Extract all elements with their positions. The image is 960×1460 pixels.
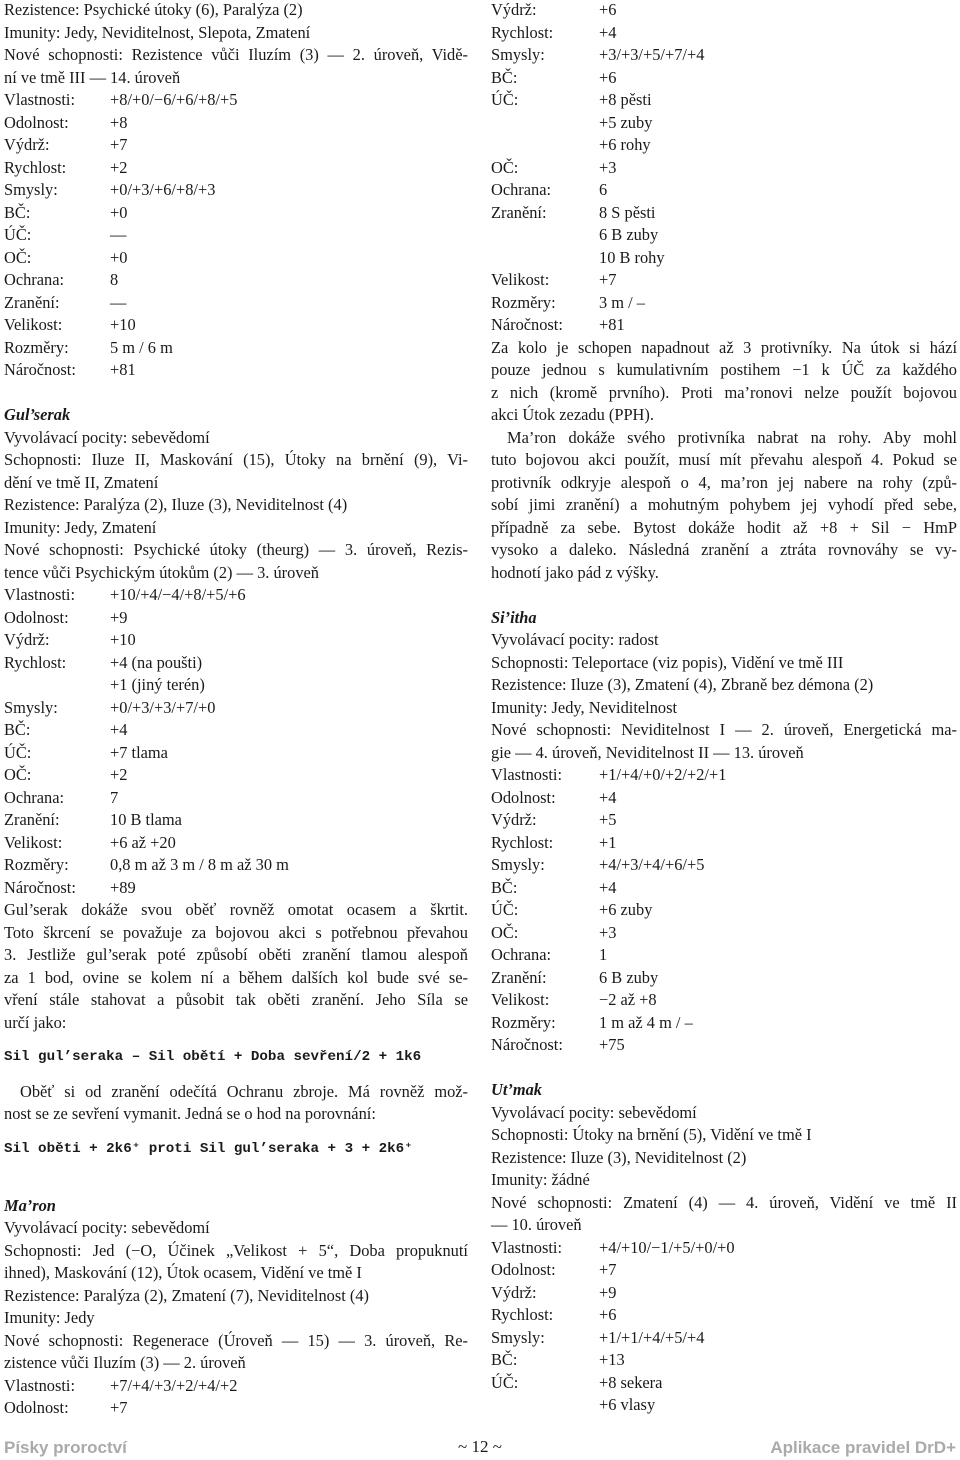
stat-label: Výdrž:	[491, 0, 537, 19]
stat-row	[4, 157, 468, 180]
stat-value: +9	[599, 1282, 617, 1302]
stat-label: Výdrž:	[4, 630, 50, 649]
stat-label: BČ:	[491, 1350, 518, 1369]
stat-value: +6	[599, 0, 617, 19]
stat-label: Ochrana:	[491, 945, 552, 964]
stat-label	[491, 1394, 599, 1417]
stat-value: 6	[599, 180, 608, 199]
stat-label: Rozměry:	[491, 292, 556, 312]
stat-value: 10 B tlama	[110, 810, 182, 829]
text-line: Gul’serak dokáže svou oběť rovněž omotat ocasem a škrtit.	[4, 900, 468, 919]
stat-label: Velikost:	[491, 270, 550, 289]
stat-label: ÚČ:	[491, 1372, 519, 1392]
stat-label: Výdrž:	[4, 135, 50, 154]
stat-label: Rychlost:	[4, 652, 67, 672]
stat-label: ÚČ:	[491, 90, 519, 109]
footer-series-title: Aplikace pravidel DrD+	[770, 1438, 956, 1457]
text-line: Vyvolávací pocity: sebevědomí	[4, 427, 210, 447]
stat-row	[4, 179, 468, 202]
stat-row	[491, 989, 957, 1012]
stat-row	[491, 832, 957, 855]
stat-label: OČ:	[491, 922, 519, 942]
stat-label: Velikost:	[491, 990, 550, 1009]
stat-value: +10	[110, 315, 136, 334]
stat-label: Rychlost:	[4, 157, 67, 177]
stat-value: +4	[599, 787, 617, 807]
text-line: určí jako:	[4, 1012, 67, 1032]
stat-row	[4, 652, 468, 675]
stat-row	[4, 832, 468, 855]
stat-row	[491, 1372, 957, 1395]
stat-label: BČ:	[4, 720, 31, 739]
stat-label: Odolnost:	[4, 1398, 69, 1417]
stat-label: BČ:	[491, 67, 518, 87]
stat-label: Výdrž:	[491, 1282, 537, 1302]
text-line: — 10. úroveň	[491, 1215, 582, 1234]
text-line: Nové schopnosti: Rezistence vůči Iluzím (3) — 2. úroveň, Vidě-	[4, 45, 468, 64]
stat-row	[491, 89, 957, 112]
stat-label: Vlastnosti:	[491, 765, 563, 784]
stat-value: +1 (jiný terén)	[110, 675, 205, 694]
text-line: Nové schopnosti: Zmatení (4) — 4. úroveň, Vidění ve tmě II	[491, 1192, 957, 1212]
text-line: Toto škrcení se považuje za bojovou akci s potřebnou převahou	[4, 922, 468, 942]
stat-value: —	[110, 292, 127, 312]
stat-value: +6 až +20	[110, 832, 176, 852]
text-line: Schopnosti: Jed (−O, Účinek „Velikost + 5“, Doba propuknutí	[4, 1240, 468, 1260]
creature-name: Si’itha	[491, 607, 537, 627]
stat-label	[491, 247, 599, 270]
stat-row	[4, 787, 468, 810]
stat-row	[4, 89, 468, 112]
stat-value: +3/+3/+5/+7/+4	[599, 45, 705, 64]
stat-row	[491, 314, 957, 337]
stat-label: Náročnost:	[4, 360, 76, 379]
stat-label: Velikost:	[4, 832, 63, 852]
stat-label	[491, 112, 599, 135]
stat-value: +7	[599, 1260, 617, 1279]
page-number: ~ 12 ~	[458, 1437, 502, 1456]
text-line: vysoko a daleko. Následná zranění a ztráta rovnováhy se vy-	[491, 540, 957, 559]
stat-row	[491, 157, 957, 180]
text-line: Ma’ron dokáže svého protivníka nabrat na rohy. Aby mohl	[507, 427, 957, 447]
stat-value: +75	[599, 1035, 625, 1054]
stat-value: +8 sekera	[599, 1372, 663, 1392]
stat-label: Rychlost:	[491, 1305, 554, 1324]
stat-value: +7	[110, 135, 128, 154]
stat-row	[491, 112, 957, 135]
stat-label	[491, 134, 599, 157]
stat-label: OČ:	[4, 247, 32, 267]
stat-label: Vlastnosti:	[4, 585, 76, 604]
stat-value: +10/+4/−4/+8/+5/+6	[110, 585, 246, 604]
stat-label: Rozměry:	[4, 855, 69, 874]
text-line: akci Útok zezadu (PPH).	[491, 405, 654, 424]
stat-value: +9	[110, 607, 128, 627]
stat-label: Odolnost:	[4, 607, 69, 627]
stat-row	[4, 224, 468, 247]
stat-value: +0/+3/+3/+7/+0	[110, 697, 216, 717]
stat-label: Zranění:	[4, 292, 60, 312]
stat-label: ÚČ:	[4, 225, 32, 244]
stat-row	[4, 112, 468, 135]
text-line: Schopnosti: Iluze II, Maskování (15), Útoky na brnění (9), Vi-	[4, 450, 468, 469]
stat-row	[491, 877, 957, 900]
stat-row	[491, 1349, 957, 1372]
spacer	[491, 1057, 957, 1080]
stat-label: OČ:	[491, 157, 519, 177]
stat-value: +8/+0/−6/+6/+8/+5	[110, 90, 238, 109]
stat-value: +4/+3/+4/+6/+5	[599, 855, 705, 874]
stat-value: +6 zuby	[599, 900, 653, 919]
stat-row	[4, 584, 468, 607]
stat-value: +6 vlasy	[599, 1395, 656, 1414]
stat-row	[4, 697, 468, 720]
text-line: z nich (kromě prvního). Proti ma’ronovi nelze použít bojovou	[491, 382, 957, 402]
stat-label: Rychlost:	[491, 22, 554, 42]
stat-row	[491, 899, 957, 922]
stat-label: Zranění:	[4, 810, 60, 829]
text-line: Vyvolávací pocity: sebevědomí	[4, 1218, 210, 1237]
text-line: Vyvolávací pocity: sebevědomí	[491, 1102, 697, 1122]
stat-value: +7	[110, 1398, 128, 1417]
stat-row	[491, 1012, 957, 1035]
text-line: Schopnosti: Teleportace (viz popis), Vidění ve tmě III	[491, 652, 844, 672]
stat-row	[4, 607, 468, 630]
stat-row	[4, 247, 468, 270]
stat-label: Odolnost:	[491, 1260, 556, 1279]
text-line: Oběť si od zranění odečítá Ochranu zbroje. Má rovněž mož-	[20, 1081, 468, 1101]
stat-value: +0/+3/+6/+8/+3	[110, 180, 216, 199]
text-line: nost se ze sevření vymanit. Jedná se o hod na porovnání:	[4, 1104, 376, 1123]
stat-value: +2	[110, 765, 128, 784]
stat-row	[491, 854, 957, 877]
stat-label: Vlastnosti:	[4, 1375, 76, 1395]
stat-row	[4, 674, 468, 697]
stat-row	[4, 719, 468, 742]
spacer	[4, 1172, 468, 1195]
stat-row	[4, 629, 468, 652]
text-line: Imunity: Jedy	[4, 1308, 95, 1327]
spacer	[4, 1034, 468, 1046]
stat-row	[4, 134, 468, 157]
stat-value: 7	[110, 787, 119, 807]
stat-row	[491, 224, 957, 247]
text-line: Imunity: Jedy, Neviditelnost	[491, 697, 678, 717]
stat-label: Rozměry:	[4, 337, 69, 357]
stat-row	[4, 1397, 468, 1420]
stat-row	[491, 967, 957, 990]
stat-value: 3 m / –	[599, 292, 645, 312]
text-line: hodnotí jako pád z výšky.	[491, 562, 659, 582]
spacer	[4, 1126, 468, 1138]
stat-row	[4, 877, 468, 900]
creature-name: Ma’ron	[4, 1195, 56, 1215]
text-line: Rezistence: Iluze (3), Zmatení (4), Zbraně bez démona (2)	[491, 675, 874, 694]
stat-value: +6 rohy	[599, 135, 651, 154]
right-column	[491, 0, 957, 1417]
stat-row	[491, 134, 957, 157]
stat-value: +8 pěsti	[599, 90, 652, 109]
stat-value: +4	[599, 877, 617, 897]
text-line: za 1 bod, ovine se kolem ní a během dalších kol bude své se-	[4, 967, 468, 987]
stat-row	[4, 809, 468, 832]
stat-label: BČ:	[491, 877, 518, 897]
stat-row	[491, 1304, 957, 1327]
stat-row	[491, 1282, 957, 1305]
stat-row	[491, 22, 957, 45]
stat-value: 8 S pěsti	[599, 202, 656, 222]
text-line: Rezistence: Psychické útoky (6), Paralýza (2)	[4, 0, 303, 19]
stat-value: +81	[599, 315, 625, 334]
left-column	[4, 0, 468, 1420]
stat-label: Náročnost:	[491, 1035, 563, 1054]
stat-row	[491, 179, 957, 202]
stat-label	[4, 674, 110, 697]
stat-row	[491, 1259, 957, 1282]
stat-value: 8	[110, 270, 119, 289]
stat-value: +0	[110, 202, 128, 222]
stat-row	[491, 809, 957, 832]
stat-row	[491, 787, 957, 810]
stat-label: Zranění:	[491, 967, 547, 987]
stat-label: Smysly:	[491, 1327, 545, 1347]
stat-label: Smysly:	[4, 697, 58, 717]
stat-value: +4 (na poušti)	[110, 652, 203, 672]
stat-value: +4	[599, 22, 617, 42]
stat-value: 1 m až 4 m / –	[599, 1012, 693, 1032]
spacer	[4, 1160, 468, 1172]
stat-row	[4, 269, 468, 292]
stat-label: Náročnost:	[4, 877, 76, 897]
stat-row	[4, 292, 468, 315]
stat-row	[4, 854, 468, 877]
stat-value: +0	[110, 247, 128, 267]
stat-row	[491, 922, 957, 945]
text-line: sobí jimi zranění) a mohutným pohybem jej vyhodí před sebe,	[491, 495, 957, 514]
spacer	[4, 382, 468, 405]
text-line: Za kolo je schopen napadnout až 3 protivníky. Na útok si hází	[491, 337, 957, 357]
stat-row	[491, 67, 957, 90]
stat-label: Ochrana:	[4, 787, 65, 807]
stat-value: +1/+4/+0/+2/+2/+1	[599, 765, 727, 784]
spacer	[491, 584, 957, 607]
text-line: gie — 4. úroveň, Neviditelnost II — 13. úroveň	[491, 742, 804, 762]
stat-label: Smysly:	[491, 45, 545, 64]
stat-label: Vlastnosti:	[491, 1237, 563, 1257]
stat-row	[491, 1327, 957, 1350]
stat-value: +3	[599, 157, 617, 177]
stat-value: +5 zuby	[599, 112, 653, 132]
creature-name: Gul’serak	[4, 405, 71, 424]
stat-value: +1/+1/+4/+5/+4	[599, 1327, 705, 1347]
stat-label: BČ:	[4, 202, 31, 222]
stat-label: Vlastnosti:	[4, 90, 76, 109]
spacer	[4, 1069, 468, 1081]
stat-row	[491, 1034, 957, 1057]
text-line: pouze jednou s kumulativním postihem −1 k ÚČ za každého	[491, 360, 957, 379]
stat-value: −2 až +8	[599, 990, 657, 1009]
stat-row	[491, 1394, 957, 1417]
text-line: zistence vůči Iluzím (3) — 2. úroveň	[4, 1353, 246, 1372]
stat-row	[4, 314, 468, 337]
text-line: tence vůči Psychickým útokům (2) — 3. úroveň	[4, 562, 319, 582]
stat-value: +7/+4/+3/+2/+4/+2	[110, 1375, 238, 1395]
stat-value: +4/+10/−1/+5/+0/+0	[599, 1237, 735, 1257]
stat-row	[4, 359, 468, 382]
stat-value: 6 B zuby	[599, 967, 659, 987]
text-line: Imunity: Jedy, Zmatení	[4, 517, 157, 537]
text-line: Nové schopnosti: Psychické útoky (theurg) — 3. úroveň, Rezis-	[4, 540, 468, 559]
text-line: tuto bojovou akci použít, musí mít převahu alespoň 4. Pokud se	[491, 450, 957, 469]
formula: Sil gul’seraka – Sil obětí + Doba sevření/2 + 1k6	[4, 1049, 422, 1065]
stat-value: 5 m / 6 m	[110, 337, 173, 357]
stat-row	[491, 0, 957, 22]
page-footer	[0, 1436, 960, 1460]
stat-value: +89	[110, 877, 136, 897]
stat-row	[4, 337, 468, 360]
stat-value: 1	[599, 945, 608, 964]
stat-row	[491, 764, 957, 787]
stat-label: Smysly:	[491, 855, 545, 874]
stat-row	[491, 202, 957, 225]
stat-label: ÚČ:	[491, 900, 519, 919]
text-line: Rezistence: Paralýza (2), Iluze (3), Neviditelnost (4)	[4, 495, 348, 514]
text-line: Rezistence: Paralýza (2), Zmatení (7), Neviditelnost (4)	[4, 1285, 370, 1305]
stat-label: ÚČ:	[4, 742, 32, 762]
stat-value: +81	[110, 360, 136, 379]
text-line: Rezistence: Iluze (3), Neviditelnost (2)	[491, 1147, 747, 1167]
stat-label: Náročnost:	[491, 315, 563, 334]
stat-row	[4, 742, 468, 765]
stat-value: +7 tlama	[110, 742, 168, 762]
text-line: Nové schopnosti: Neviditelnost I — 2. úroveň, Energetická ma-	[491, 720, 957, 739]
stat-label: Odolnost:	[4, 112, 69, 132]
text-line: Vyvolávací pocity: radost	[491, 630, 659, 649]
stat-row	[491, 269, 957, 292]
text-line: ihned), Maskování (12), Útok ocasem, Vidění ve tmě I	[4, 1263, 362, 1282]
footer-book-title: Písky proroctví	[4, 1438, 127, 1457]
stat-row	[4, 764, 468, 787]
stat-value: +10	[110, 630, 136, 649]
stat-value: +2	[110, 157, 128, 177]
stat-row	[491, 247, 957, 270]
creature-name: Ut’mak	[491, 1080, 542, 1099]
stat-label: Ochrana:	[491, 180, 552, 199]
text-line: vření stále stahovat a působit tak oběti zranění. Jeho Síla se	[4, 990, 468, 1009]
stat-row	[491, 944, 957, 967]
stat-value: —	[110, 225, 127, 244]
stat-value: +13	[599, 1350, 625, 1369]
stat-label: Velikost:	[4, 315, 63, 334]
text-line: Schopnosti: Útoky na brnění (5), Vidění ve tmě I	[491, 1125, 812, 1144]
stat-label: Ochrana:	[4, 270, 65, 289]
text-line: protivník odkryje alespoň o 4, ma’ron jej nabere na rohy (způ-	[491, 472, 957, 492]
stat-label	[491, 224, 599, 247]
text-line: Imunity: Jedy, Neviditelnost, Slepota, Zmatení	[4, 22, 311, 42]
text-line: případně za sebe. Bytost dokáže hodit až +8 + Sil − HmP	[491, 517, 957, 537]
stat-row	[4, 202, 468, 225]
text-line: ní ve tmě III — 14. úroveň	[4, 67, 181, 87]
stat-value: 6 B zuby	[599, 225, 659, 244]
stat-value: +7	[599, 270, 617, 289]
text-line: Nové schopnosti: Regenerace (Úroveň — 15) — 3. úroveň, Re-	[4, 1330, 468, 1350]
stat-label: Smysly:	[4, 180, 58, 199]
stat-value: 0,8 m až 3 m / 8 m až 30 m	[110, 855, 289, 874]
stat-label: OČ:	[4, 765, 32, 784]
stat-value: +1	[599, 832, 617, 852]
text-line: Imunity: žádné	[491, 1170, 590, 1189]
stat-value: +3	[599, 922, 617, 942]
stat-value: +6	[599, 1305, 617, 1324]
text-line: dění ve tmě II, Zmatení	[4, 472, 159, 492]
stat-label: Rozměry:	[491, 1012, 556, 1032]
stat-row	[491, 44, 957, 67]
stat-value: +6	[599, 67, 617, 87]
stat-value: +8	[110, 112, 128, 132]
stat-row	[491, 1237, 957, 1260]
stat-label: Zranění:	[491, 202, 547, 222]
text-line: 3. Jestliže gul’serak poté způsobí oběti zranění tlamou alespoň	[4, 945, 468, 964]
stat-value: +4	[110, 720, 128, 739]
stat-row	[491, 292, 957, 315]
stat-label: Odolnost:	[491, 787, 556, 807]
stat-value: 10 B rohy	[599, 247, 665, 267]
stat-row	[4, 1375, 468, 1398]
stat-value: +5	[599, 810, 617, 829]
formula: Sil oběti + 2k6⁺ proti Sil gul’seraka + 3 + 2k6⁺	[4, 1140, 413, 1157]
stat-label: Výdrž:	[491, 810, 537, 829]
stat-label: Rychlost:	[491, 832, 554, 852]
